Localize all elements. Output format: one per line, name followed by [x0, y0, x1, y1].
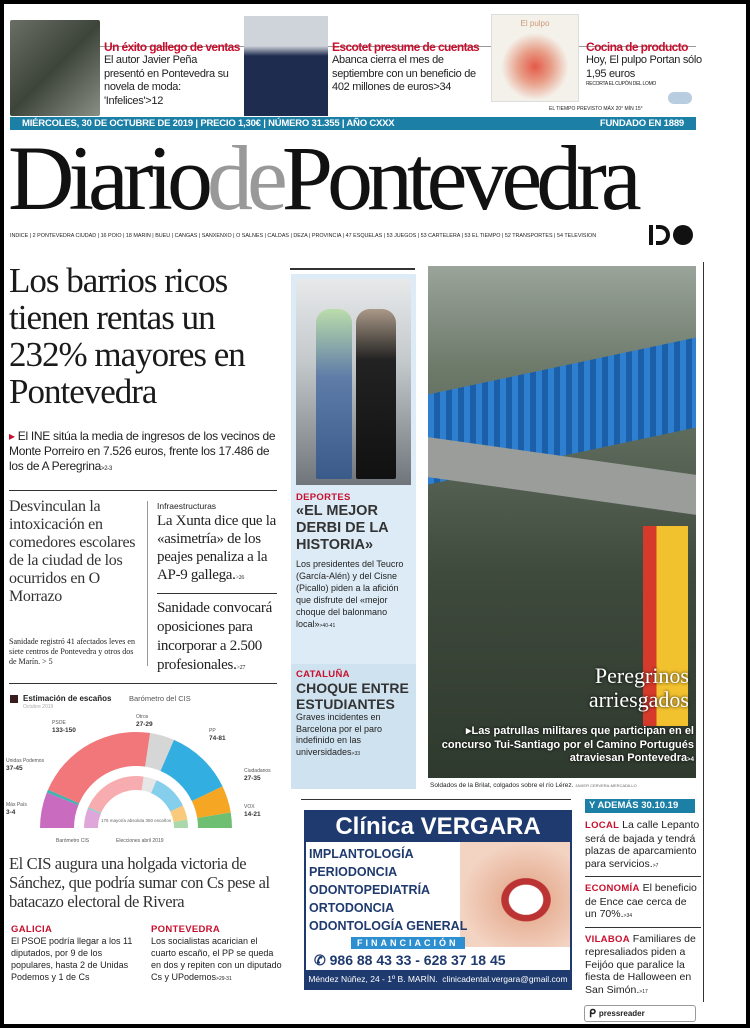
ad-service: ODONTOPEDIATRÍA [309, 883, 431, 897]
cookbook-cover [491, 14, 579, 102]
chart-marker-icon [10, 695, 18, 703]
ad-service: ORTODONCIA [309, 901, 395, 915]
weather: EL TIEMPO PREVISTO MÁX 20° MÍN 15° [549, 106, 643, 112]
party-name-label: Otros [136, 714, 149, 720]
seat-label: 14-21 [244, 811, 261, 818]
section-label: PONTEVEDRA [151, 924, 220, 935]
teaser-text: Hoy, El pulpo Portan sólo 1,95 euros [586, 54, 702, 80]
ademas-header: Y ADEMÁS 30.10.19 [585, 799, 695, 813]
page-ref: >29-31 [216, 976, 232, 982]
photo-headline[interactable]: Peregrinos arriesgados [588, 663, 689, 712]
story-intoxicacion-sub: Sanidade registró 41 afectados leves en siete centros de Pontevedra y otros dos de Marín. > 5 [9, 637, 135, 666]
page-ref: >7 [652, 862, 659, 869]
ad-service: PERIODONCIA [309, 865, 398, 879]
clinic-ad[interactable] [304, 810, 572, 990]
galicia-brief [11, 924, 141, 983]
ad-email: clinicadental.vergara@gmail.com [442, 974, 568, 984]
teaser-3[interactable] [586, 40, 706, 88]
teaser-photo-escotet [244, 16, 328, 116]
smile-image [460, 842, 570, 947]
teaser-1[interactable] [104, 40, 238, 108]
divider [290, 268, 415, 270]
divider [9, 490, 277, 491]
arrow-icon: ▸ [9, 429, 18, 443]
masthead[interactable] [8, 127, 636, 229]
deportes-headline: «EL MEJOR DERBI DE LA HISTORIA» [296, 503, 389, 553]
cover-title: El pulpo [520, 19, 550, 28]
chart-legend-label: Elecciones abril 2019 [116, 838, 164, 844]
cataluna-headline: CHOQUE ENTRE ESTUDIANTES [296, 680, 409, 712]
chart-source: Barómetro del CIS [129, 694, 191, 703]
seat-label: 27-29 [136, 721, 153, 728]
divider [9, 683, 277, 684]
masthead-pontevedra: Pontevedra [281, 127, 636, 229]
seat-label: 27-35 [244, 775, 261, 782]
dateline: MIÉRCOLES, 30 DE OCTUBRE DE 2019 | PRECIO 1,30€ | NÚMERO 31.355 | AÑO CXXX [22, 118, 395, 129]
divider [157, 593, 277, 594]
party-name-label: Más País [6, 802, 27, 808]
photo-sub [432, 725, 694, 768]
deportes-photo [296, 279, 411, 485]
lead-sub [9, 429, 281, 477]
page-ref: >2-3 [101, 466, 112, 472]
divider [147, 501, 148, 666]
arrow-icon: ▸ [465, 725, 472, 737]
seat-arc-inner [151, 780, 183, 811]
item-text: Familiares de represaliados piden a Feijóo que paralice la fiesta de Halloween en San Simón. [585, 932, 696, 996]
item-text: La calle Lepanto será de bajada y tendrá plazas de aparcamiento para servicios. [585, 819, 700, 870]
page-ref: >34 [623, 913, 633, 919]
index: ÍNDICE | 2 PONTEVEDRA CIUDAD | 16 POIO | 18 MARÍN | BUEU | CANGAS | SANXENXO | O SALNÉS | CALDAS | DEZA | PROVINCIA | 47 ESQUELAS | 53 JUEGOS | 53 CARTELERA | 53 EL TIEMPO | 52 TRANSPORTES | 54 TELEVISIÓN [10, 233, 597, 239]
page-ref: >27 [236, 665, 246, 671]
section-label: DEPORTES [296, 492, 351, 503]
section-label: ECONOMÍA [585, 883, 640, 894]
headline-text: La Xunta dice que la «asimetría» de los peajes penaliza a la AP-9 gallega. [157, 513, 276, 583]
chart-center-label: 176 mayoría absoluta 350 escaños [100, 818, 172, 823]
party-name-label: Ciudadanos [244, 768, 271, 774]
chart-legend-label: Barómetro CIS [56, 838, 90, 844]
ad-footer [306, 970, 570, 988]
deportes-story[interactable] [296, 492, 414, 632]
teaser-title: Un éxito gallego de ventas [104, 40, 240, 54]
party-name-label: Unidas Podemos [6, 758, 45, 764]
party-name-label: PSOE [52, 720, 66, 726]
item-text: El beneficio de Ence cae cerca de un 70%. [585, 882, 697, 920]
phone-text: 986 88 43 33 - 628 37 18 45 [329, 952, 506, 968]
page-ref: >4 [687, 757, 694, 763]
ademas-item[interactable] [585, 880, 701, 928]
masthead-de: de [207, 127, 282, 229]
ad-financing: FINANCIACIÓN [351, 937, 465, 949]
teaser-title: Cocina de producto [586, 40, 688, 54]
teaser-photo-author [10, 20, 100, 116]
section-label: CATALUÑA [296, 669, 350, 680]
lead-sub-text: El INE sitúa la media de ingresos de los vecinos de Monte Porreiro en 7.526 euros, frente los 17.486 de los de A Peregrina [9, 429, 276, 473]
seat-chart [4, 710, 289, 850]
story-xunta-headline[interactable] [157, 512, 285, 587]
story-kicker: Infraestructuras [157, 501, 217, 511]
seat-label: 133-150 [52, 727, 76, 734]
chart-title: Estimación de escaños [23, 694, 112, 703]
ademas-list [585, 817, 701, 1005]
front-page [4, 4, 746, 1024]
pressreader-icon: ᑭ [589, 1008, 596, 1020]
ad-phone [314, 952, 506, 969]
teaser-note: RECORTA EL CUPÓN DEL LOMO [586, 81, 657, 87]
whatsapp-icon: ✆ [314, 952, 330, 968]
teaser-text: Abanca cierra el mes de septiembre con un beneficio de 402 millones de euros>34 [332, 54, 476, 93]
party-name-label: VOX [244, 804, 255, 810]
page-ref: >17 [639, 988, 648, 995]
section-label: LOCAL [585, 820, 620, 831]
headline-text: Sanidade convocará oposiciones para incorporar a 2.500 profesionales. [157, 600, 272, 673]
section-label: VILABOA [585, 933, 630, 945]
page-ref: >40-41 [319, 623, 336, 629]
pressreader-brand: pressreader [598, 1009, 645, 1018]
lead-headline[interactable]: Los barrios ricos tienen rentas un 232% mayores en Pontevedra [9, 261, 245, 411]
ademas-item[interactable] [585, 931, 701, 1003]
brief-text: El PSOE podría llegar a los 11 diputados, por 9 de los populares, hasta 2 de Unidas Podemos y 1 de Cs [11, 936, 133, 982]
page-ref: >26 [235, 575, 245, 581]
teaser-text: El autor Javier Peña presentó en Pontevedra su novela de moda: 'Infelices'>12 [104, 54, 229, 107]
founded: FUNDADO EN 1889 [599, 118, 684, 129]
teaser-title: Escotet presume de cuentas [332, 40, 480, 54]
teaser-2[interactable] [332, 40, 488, 95]
cloud-icon [668, 92, 692, 104]
cataluna-story[interactable] [296, 669, 414, 760]
section-label: GALICIA [11, 924, 53, 935]
ad-title: Clínica VERGARA [306, 812, 570, 842]
ademas-item[interactable] [585, 817, 701, 877]
seat-arc-inner [88, 776, 143, 813]
caption-text: Soldados de la Brilat, colgados sobre el río Lérez. [430, 782, 574, 789]
photo-caption [430, 782, 637, 789]
ad-address: Méndez Núñez, 24 - 1º B. MARÍN. [308, 974, 438, 984]
deportes-text: Los presidentes del Teucro (García-Alén) y del Cisne (Picallo) piden a la afición que disfrute del «mejor choque del balonmano local» [296, 559, 404, 629]
seat-label: 3-4 [6, 809, 16, 816]
party-name-label: PP [209, 728, 216, 734]
cataluna-text: Graves incidentes en Barcelona por el paro indefinido en las universidades [296, 712, 383, 757]
ad-service: ODONTOLOGÍA GENERAL [309, 919, 468, 933]
cis-headline[interactable]: El CIS augura una holgada victoria de Sánchez, que podría sumar con Cs pese al batacazo electoral de Rivera [9, 854, 270, 911]
photo-sub-text: Las patrullas militares que participan en el concurso Tui-Santiago por el Camino Portugués atraviesan Pontevedra [441, 725, 694, 764]
masthead-diario: Diario [8, 127, 208, 229]
dp-logo [649, 224, 695, 246]
page-ref: >33 [351, 750, 361, 757]
seat-label: 74-81 [209, 735, 226, 742]
brief-text: Los socialistas acarician el cuarto escaño, el PP se queda en dos y repiten con un diputado Cs y UPodemos [151, 936, 282, 982]
divider [301, 799, 571, 800]
right-border [703, 262, 704, 1002]
seat-label: 37-45 [6, 765, 23, 772]
pressreader-badge[interactable] [584, 1005, 696, 1022]
ad-service: IMPLANTOLOGÍA [309, 847, 414, 861]
photo-credit: JAVIER CERVERA-MERCADILLO [575, 783, 637, 788]
story-intoxicacion-headline[interactable]: Desvinculan la intoxicación en comedores escolares de la ciudad de los ocurridos en O Morrazo [9, 498, 136, 605]
pontevedra-brief [151, 924, 285, 985]
chart-date: Octubre 2019 [23, 704, 54, 710]
story-sanidade-headline[interactable] [157, 599, 285, 678]
